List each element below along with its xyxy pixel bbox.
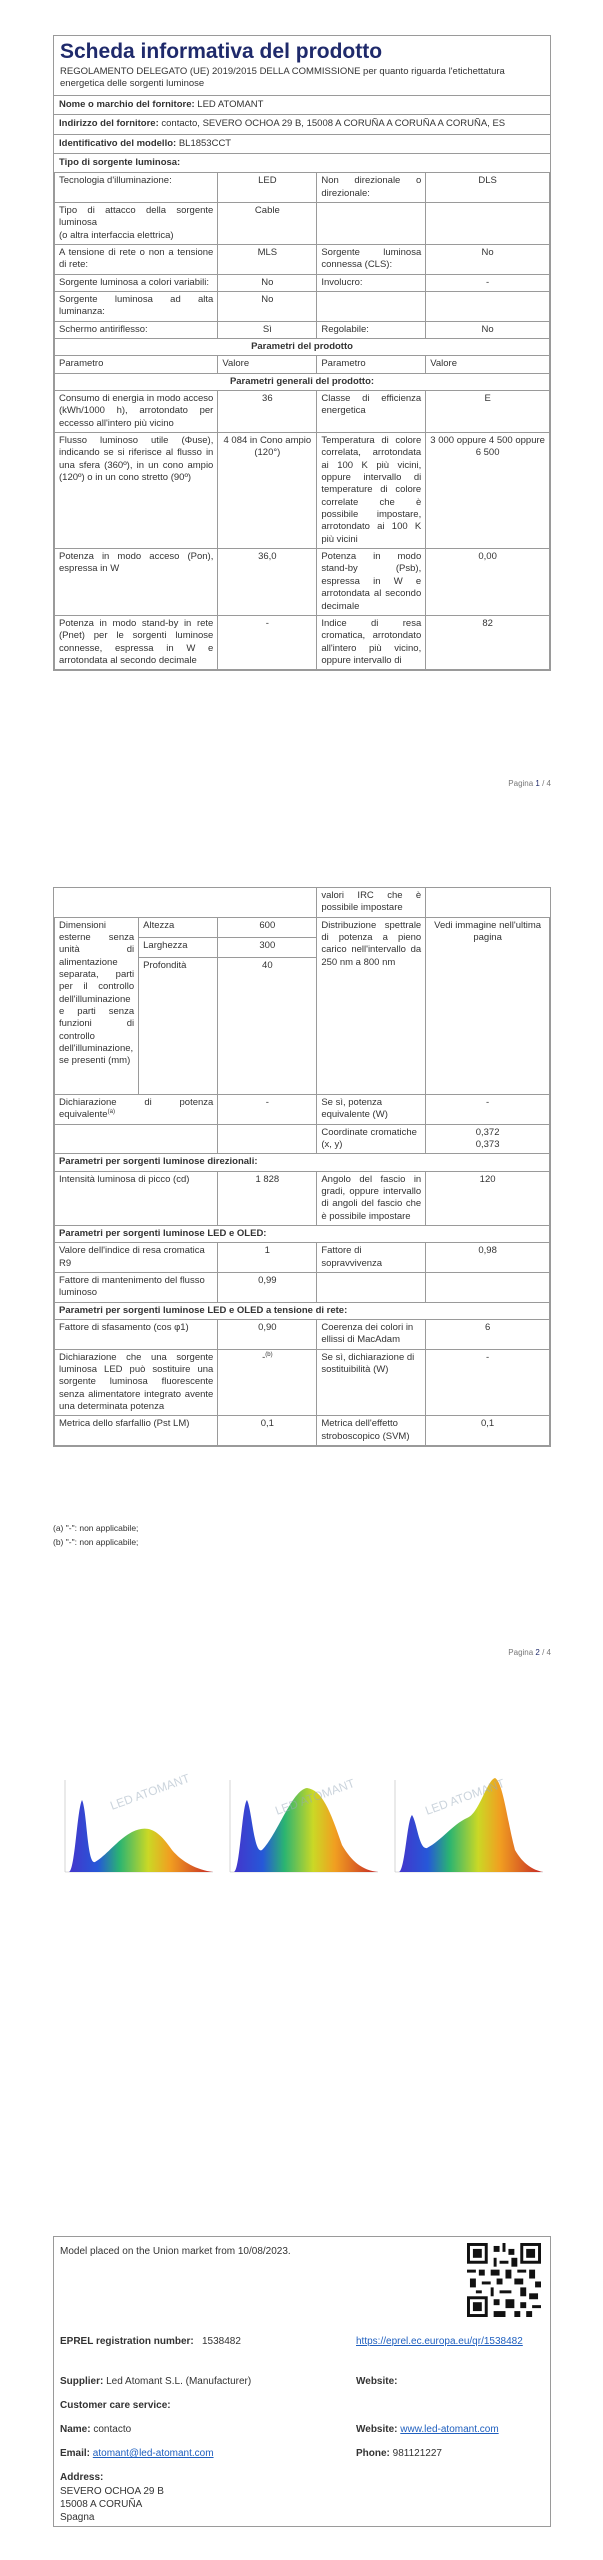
chroma-label: Coordinate cromatiche (x, y): [317, 1124, 426, 1154]
displacement-value: 0,90: [218, 1320, 317, 1350]
type-cell: Sì: [218, 321, 317, 338]
footnote-a: (a) "-": non applicabile;: [53, 1523, 139, 1533]
height-label: Altezza: [139, 917, 218, 937]
replace-label: Dichiarazione che una sorgente luminosa LED può sostituire una sorgente luminosa fluorescente senza alimentatore integrato avente una determinata potenza: [55, 1349, 218, 1416]
spectrum-3000k-image: [57, 1770, 217, 1880]
macadam-value: 6: [426, 1320, 550, 1350]
led-title: Parametri per sorgenti luminose LED e OLED:: [55, 1225, 550, 1242]
supplier-address-label: Indirizzo del fornitore:: [59, 118, 159, 130]
general_rows-cell: Flusso luminoso utile (Φuse), indicando se si riferisce al flusso in una sfera (360º), in un cono ampio (120º) o in un cono stretto (90º): [55, 433, 218, 549]
survival-label: Fattore di sopravvivenza: [317, 1243, 426, 1273]
address-line-3: Spagna: [60, 2512, 95, 2523]
peak-intensity-label: Intensità luminosa di picco (cd): [55, 1171, 218, 1225]
supplier-name-label: Nome o marchio del fornitore:: [59, 98, 195, 110]
page-number-2: Pagina 2 / 4: [508, 1648, 551, 1657]
eprel-reg-label: EPREL registration number:: [60, 2336, 194, 2347]
type-cell: Sorgente luminosa connessa (CLS):: [317, 244, 426, 274]
general_rows-cell: 82: [426, 615, 550, 669]
general_rows-cell: 36: [218, 391, 317, 433]
care-email-link[interactable]: atomant@led-atomant.com: [92, 2448, 214, 2459]
general_rows-cell: Potenza in modo acceso (Pon), espressa in W: [55, 549, 218, 616]
type-cell: Schermo antiriflesso:: [55, 321, 218, 338]
directional-title: Parametri per sorgenti luminose direzionali:: [55, 1154, 550, 1171]
care-email-row: Email: atomant@led-atomant.com: [60, 2448, 214, 2459]
col-value-1: Valore: [218, 356, 317, 373]
col-param-2: Parametro: [317, 356, 426, 373]
type-cell: MLS: [218, 244, 317, 274]
model-label: Identificativo del modello:: [59, 137, 177, 149]
spectral-value: Vedi immagine nell'ultima pagina: [426, 917, 550, 1094]
eprel-reg-number: 1538482: [202, 2336, 241, 2347]
type-row: [55, 274, 550, 291]
type-row: [55, 202, 550, 244]
equiv-power-value: -: [218, 1094, 317, 1124]
address-label: Address:: [60, 2472, 104, 2483]
page-title: Scheda informativa del prodotto: [60, 40, 383, 63]
width-value: 300: [218, 937, 317, 957]
care-phone-row: Phone: 981121227: [356, 2448, 442, 2459]
supplier-row: Supplier: Led Atomant S.L. (Manufacturer): [60, 2376, 252, 2387]
product-params-title: Parametri del prodotto: [55, 338, 550, 355]
empty-cell: [426, 1272, 550, 1302]
supplier-name: LED ATOMANT: [197, 98, 264, 110]
depth-value: 40: [218, 957, 317, 1094]
spectrum-4500k-image: [222, 1770, 382, 1880]
supplier-name-row: [54, 95, 550, 114]
type-cell: Non direzionale o direzionale:: [317, 173, 426, 203]
beam-angle-label: Angolo del fascio in gradi, oppure intervallo di angoli del fascio che è possibile impostare: [317, 1171, 426, 1225]
type-cell: Tipo di attacco della sorgente luminosa (o altra interfaccia elettrica): [55, 202, 218, 244]
general_rows-cell: Classe di efficienza energetica: [317, 391, 426, 433]
general_rows-cell: Indice di resa cromatica, arrotondato all'intero più vicino, oppure intervallo di: [317, 615, 426, 669]
general_rows-cell: Temperatura di colore correlata, arrotondata ai 100 K più vicini, oppure intervallo di temperature di colore correlate che è possibile impostare, arrotondato ai 100 K più vicini: [317, 433, 426, 549]
type-cell: [317, 202, 426, 244]
col-param-1: Parametro: [55, 356, 218, 373]
care-website-link[interactable]: www.led-atomant.com: [400, 2424, 499, 2435]
general_rows-row: [55, 391, 550, 433]
general_rows-cell: -: [218, 615, 317, 669]
model-id: BL1853CCT: [178, 137, 232, 149]
type-cell: [317, 291, 426, 321]
dimensions-label: Dimensioni esterne senza unità di alimentazione separata, parti per il controllo dell'illuminazione e parti senza funzioni di controllo dell'illuminazione, se presenti (mm): [55, 917, 139, 1094]
type-cell: No: [426, 244, 550, 274]
type-cell: Sorgente luminosa a colori variabili:: [55, 274, 218, 291]
general_rows-cell: 4 084 in Cono ampio (120°): [218, 433, 317, 549]
survival-value: 0,98: [426, 1243, 550, 1273]
equiv-w-value: -: [426, 1094, 550, 1124]
regulation-intro: REGOLAMENTO DELEGATO (UE) 2019/2015 DELLA COMMISSIONE per quanto riguarda l'etichettatura energetica delle sorgenti luminose: [60, 66, 505, 90]
type-cell: Cable: [218, 202, 317, 244]
type-cell: -: [426, 274, 550, 291]
general_rows-row: [55, 433, 550, 549]
flicker-label: Metrica dello sfarfallio (Pst LM): [55, 1416, 218, 1446]
replace-w-value: -: [426, 1349, 550, 1416]
maintenance-value: 0,99: [218, 1272, 317, 1302]
qr-code-image: [467, 2243, 541, 2317]
type-cell: Sorgente luminosa ad alta luminanza:: [55, 291, 218, 321]
spectral-label: Distribuzione spettrale di potenza a pieno carico nell'intervallo da 250 nm a 800 nm: [317, 917, 426, 1094]
type-cell: DLS: [426, 173, 550, 203]
beam-angle-value: 120: [426, 1171, 550, 1225]
general_rows-cell: 0,00: [426, 549, 550, 616]
svm-value: 0,1: [426, 1416, 550, 1446]
equiv-power-label: Dichiarazione di potenza equivalente$^{(a)}$: [55, 1094, 218, 1124]
type-row: [55, 244, 550, 274]
general_rows-row: [55, 615, 550, 669]
type-cell: LED: [218, 173, 317, 203]
type-cell: A tensione di rete o non a tensione di rete:: [55, 244, 218, 274]
footnote-b: (b) "-": non applicabile;: [53, 1537, 139, 1548]
general_rows-cell: 3 000 oppure 4 500 oppure 6 500: [426, 433, 550, 549]
general-params-title: Parametri generali del prodotto:: [55, 373, 550, 390]
depth-label: Profondità: [139, 957, 218, 1094]
general_rows-row: [55, 549, 550, 616]
customer-care-label: Customer care service:: [60, 2400, 171, 2411]
watermark: LED ATOMANT: [273, 1776, 357, 1818]
empty-cell: [55, 1124, 218, 1154]
flicker-value: 0,1: [218, 1416, 317, 1446]
general_rows-cell: Consumo di energia in modo acceso (kWh/1000 h), arrotondato per eccesso all'intero più vicino: [55, 391, 218, 433]
type-cell: No: [218, 291, 317, 321]
type-cell: Involucro:: [317, 274, 426, 291]
spectrum-6500k-image: [387, 1770, 547, 1880]
eprel-url-link[interactable]: https://eprel.ec.europa.eu/qr/1538482: [356, 2336, 523, 2347]
chroma-value: 0,372 0,373: [426, 1124, 550, 1154]
type-row: [55, 173, 550, 203]
peak-intensity-value: 1 828: [218, 1171, 317, 1225]
type-cell: No: [426, 321, 550, 338]
cri-cont: valori IRC che è possibile impostare: [317, 888, 426, 917]
svm-label: Metrica dell'effetto stroboscopico (SVM): [317, 1416, 426, 1446]
mains-title: Parametri per sorgenti luminose LED e OLED a tensione di rete:: [55, 1302, 550, 1319]
type-cell: Regolabile:: [317, 321, 426, 338]
supplier-address: contacto, SEVERO OCHOA 29 B, 15008 A CORUÑA A CORUÑA A CORUÑA, ES: [161, 118, 506, 130]
displacement-label: Fattore di sfasamento (cos φ1): [55, 1320, 218, 1350]
r9-value: 1: [218, 1243, 317, 1273]
website-label: Website:: [356, 2376, 398, 2387]
supplier-address-row: [54, 114, 550, 133]
type-cell: Tecnologia d'illuminazione:: [55, 173, 218, 203]
general_rows-cell: Potenza in modo stand-by (Psb), espressa in W e arrotondata al secondo decimale: [317, 549, 426, 616]
type-table: [54, 172, 550, 670]
general_rows-cell: Potenza in modo stand-by in rete (Pnet) per le sorgenti luminose connesse, espressa in W e arrotondata al secondo decimale: [55, 615, 218, 669]
col-value-2: Valore: [426, 356, 550, 373]
product-sheet-page-1: [53, 35, 551, 671]
type-cell: [426, 291, 550, 321]
empty-cell: [218, 1124, 317, 1154]
model-row: [54, 134, 550, 153]
equiv-w-label: Se sì, potenza equivalente (W): [317, 1094, 426, 1124]
type-cell: No: [218, 274, 317, 291]
type-row: [55, 321, 550, 338]
maintenance-label: Fattore di mantenimento del flusso luminoso: [55, 1272, 218, 1302]
page-number-1: Pagina 1 / 4: [508, 779, 551, 788]
watermark: LED ATOMANT: [108, 1771, 192, 1813]
placed-on-market: Model placed on the Union market from 10/08/2023.: [60, 2246, 291, 2257]
page2-table: [54, 888, 550, 1446]
footnotes: [53, 1523, 138, 1548]
replace-value: -$^{(b)}$: [218, 1349, 317, 1416]
watermark: LED ATOMANT: [423, 1776, 507, 1818]
macadam-label: Coerenza dei colori in ellissi di MacAdam: [317, 1320, 426, 1350]
empty-cell: [317, 1272, 426, 1302]
height-value: 600: [218, 917, 317, 937]
type-row: [55, 291, 550, 321]
width-label: Larghezza: [139, 937, 218, 957]
type-cell: [426, 202, 550, 244]
eprel-info-box: [53, 2236, 551, 2527]
care-name-row: Name: contacto: [60, 2424, 132, 2435]
address-line-1: SEVERO OCHOA 29 B: [60, 2486, 164, 2497]
address-line-2: 15008 A CORUÑA: [60, 2499, 143, 2510]
care-website-row: Website: www.led-atomant.com: [356, 2424, 499, 2435]
light-source-type-heading: Tipo di sorgente luminosa:: [54, 153, 550, 172]
replace-w-label: Se sì, dichiarazione di sostituibilità (W): [317, 1349, 426, 1416]
product-sheet-page-2: [53, 887, 551, 1447]
r9-label: Valore dell'indice di resa cromatica R9: [55, 1243, 218, 1273]
general_rows-cell: E: [426, 391, 550, 433]
general_rows-cell: 36,0: [218, 549, 317, 616]
